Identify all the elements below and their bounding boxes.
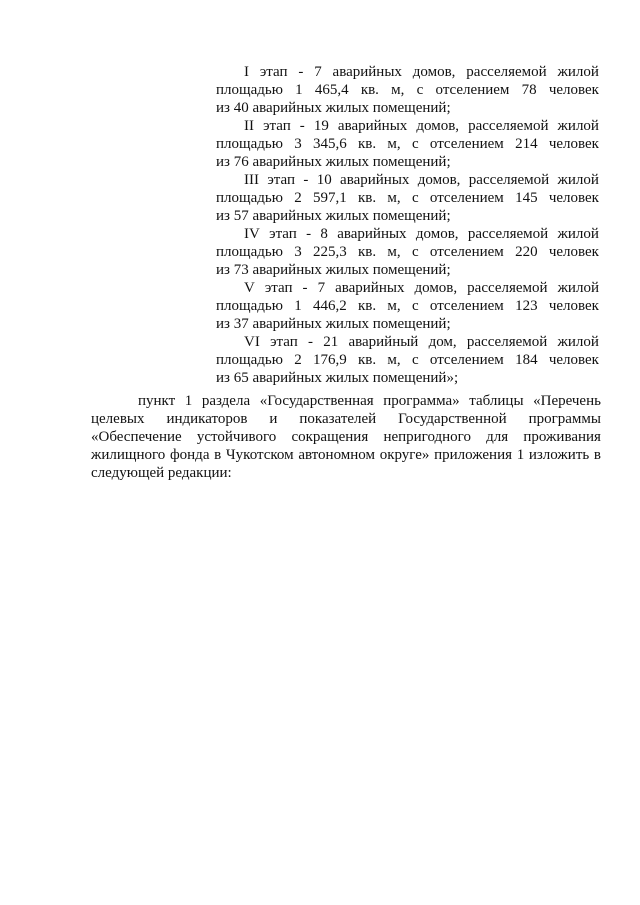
paragraph-line: следующей редакции: [91, 465, 232, 481]
stage-item [216, 333, 599, 387]
stages-list [216, 63, 599, 387]
stage-line: площадью 1 465,4 кв. м, с отселением 78 человек [216, 82, 599, 98]
stage-line: VI этап - 21 аварийный дом, расселяемой жилой [244, 334, 599, 350]
stage-line: из 57 аварийных жилых помещений; [216, 208, 451, 224]
stage-line: из 40 аварийных жилых помещений; [216, 100, 451, 116]
stage-line: из 76 аварийных жилых помещений; [216, 154, 451, 170]
paragraph-line: «Обеспечение устойчивого сокращения непригодного для проживания [91, 429, 601, 445]
stage-line: II этап - 19 аварийных домов, расселяемой жилой [244, 118, 599, 134]
stage-line: из 73 аварийных жилых помещений; [216, 262, 451, 278]
amendment-paragraph [91, 392, 601, 482]
stage-line: площадью 2 176,9 кв. м, с отселением 184 человек [216, 352, 599, 368]
stage-item [216, 225, 599, 279]
stage-line: I этап - 7 аварийных домов, расселяемой жилой [244, 64, 599, 80]
stage-item [216, 117, 599, 171]
stage-line: V этап - 7 аварийных домов, расселяемой жилой [244, 280, 599, 296]
stage-line: из 37 аварийных жилых помещений; [216, 316, 451, 332]
stage-line: из 65 аварийных жилых помещений»; [216, 370, 459, 386]
stage-line: IV этап - 8 аварийных домов, расселяемой жилой [244, 226, 599, 242]
stage-line: площадью 3 345,6 кв. м, с отселением 214 человек [216, 136, 599, 152]
stage-item [216, 63, 599, 117]
stage-item [216, 171, 599, 225]
stage-line: площадью 2 597,1 кв. м, с отселением 145 человек [216, 190, 599, 206]
stage-item [216, 279, 599, 333]
paragraph-line: жилищного фонда в Чукотском автономном округе» приложения 1 изложить в [91, 447, 601, 463]
paragraph-line: целевых индикаторов и показателей Государственной программы [91, 411, 601, 427]
paragraph-line: пункт 1 раздела «Государственная программа» таблицы «Перечень [138, 393, 601, 409]
stage-line: площадью 1 446,2 кв. м, с отселением 123 человек [216, 298, 599, 314]
stage-line: площадью 3 225,3 кв. м, с отселением 220 человек [216, 244, 599, 260]
stage-line: III этап - 10 аварийных домов, расселяемой жилой [244, 172, 599, 188]
